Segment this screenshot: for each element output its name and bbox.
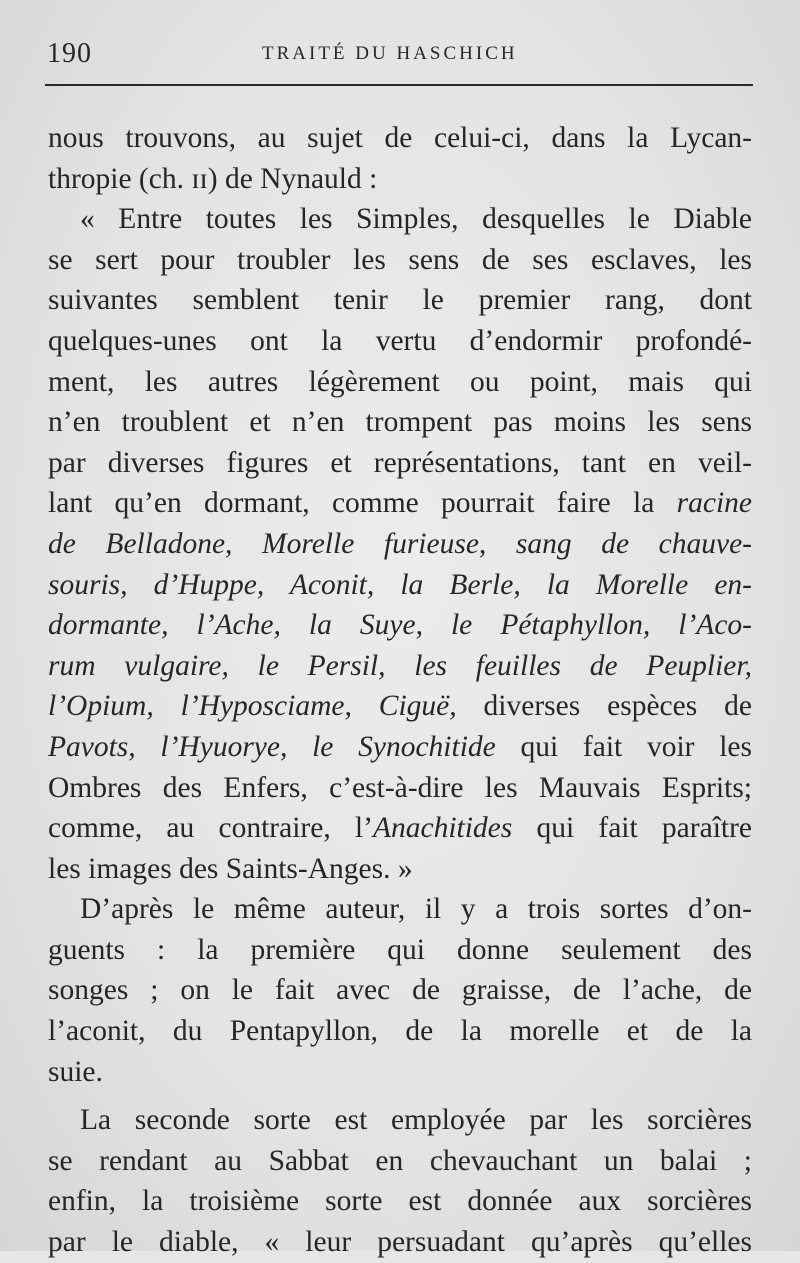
page-number: 190 (47, 38, 92, 69)
text-run: suie. (48, 1055, 103, 1088)
text-line (48, 1222, 752, 1263)
running-head: TRAITÉ DU HASCHICH (262, 43, 518, 64)
text-run: diverses espèces de (456, 690, 752, 723)
text-run: guents : la première qui donne seulement des (48, 933, 752, 966)
italic-text: Pavots, l’Hyuorye, le Synochitide (48, 730, 496, 763)
text-run: lant qu’en dormant, comme pourrait faire la (48, 487, 677, 520)
text-run: qui fait voir les (495, 730, 752, 763)
text-run: l’aconit, du Pentapyllon, de la morelle et de la (48, 1015, 752, 1048)
italic-text: racine (676, 487, 752, 520)
italic-text: rum vulgaire, le Persil, les feuilles de Peuplier, (48, 649, 752, 682)
text-run: suivantes semblent tenir le premier rang, dont (48, 284, 752, 317)
text-line (48, 524, 752, 565)
text-run: par le diable, « leur persuadant qu’après qu’elles (48, 1226, 752, 1259)
text-line (48, 1181, 752, 1222)
text-line (48, 646, 752, 687)
text-run: thropie (ch. ɪɪ) de Nynauld : (48, 162, 378, 195)
text-run: ment, les autres légèrement ou point, mais qui (48, 365, 752, 398)
text-run: « Entre toutes les Simples, desquelles le Diable (80, 203, 752, 236)
text-line (48, 1052, 752, 1093)
text-line (48, 321, 752, 362)
text-run: se rendant au Sabbat en chevauchant un balai ; (48, 1144, 752, 1177)
text-run: nous trouvons, au sujet de celui-ci, dans la Lycan- (48, 122, 752, 154)
text-line (48, 1011, 752, 1052)
text-run: quelques-unes ont la vertu d’endormir profondé- (48, 324, 752, 357)
text-line (48, 970, 752, 1011)
text-run: les images des Saints-Anges. » (48, 852, 413, 885)
text-line (48, 402, 752, 443)
text-line (48, 443, 752, 484)
text-run: La seconde sorte est employée par les sorcières (80, 1104, 752, 1137)
text-line (48, 889, 752, 930)
text-run: D’après le même auteur, il y a trois sortes d’on- (80, 893, 752, 926)
italic-text: l’Opium, l’Hyposciame, Ciguë, (48, 690, 457, 723)
text-line (48, 565, 752, 606)
text-run: par diverses figures et représentations, tant en veil- (48, 446, 752, 479)
text-line (48, 930, 752, 971)
text-line (48, 727, 752, 768)
italic-text: de Belladone, Morelle furieuse, sang de chauve- (48, 527, 752, 560)
italic-text: dormante, l’Ache, la Suye, le Pétaphyllon, l’Aco- (48, 609, 752, 642)
text-line (48, 605, 752, 646)
text-line (48, 1141, 752, 1182)
text-line (48, 199, 752, 240)
text-line (48, 849, 752, 890)
text-run: qui fait paraître (512, 812, 752, 845)
text-run: n’en troublent et n’en trompent pas moins les sens (48, 406, 752, 439)
text-line (48, 1100, 752, 1141)
text-line (48, 159, 752, 200)
text-line (48, 280, 752, 321)
text-run: songes ; on le fait avec de graisse, de l’ache, de (48, 974, 752, 1007)
text-line (48, 362, 752, 403)
text-line (48, 768, 752, 809)
text-line (48, 118, 752, 159)
text-line (48, 686, 752, 727)
text-line (48, 240, 752, 281)
body-text (48, 118, 752, 1263)
text-run: Ombres des Enfers, c’est-à-dire les Mauvais Esprits; (48, 771, 752, 804)
text-line (48, 808, 752, 849)
italic-text: Anachitides (372, 812, 513, 845)
italic-text: souris, d’Huppe, Aconit, la Berle, la Morelle en- (48, 568, 752, 601)
page-header (47, 38, 752, 72)
header-rule (45, 84, 753, 86)
text-run: se sert pour troubler les sens de ses esclaves, les (48, 243, 752, 276)
text-run: enfin, la troisième sorte est donnée aux sorcières (48, 1185, 752, 1218)
text-run: comme, au contraire, l’ (48, 812, 373, 845)
text-line (48, 483, 752, 524)
